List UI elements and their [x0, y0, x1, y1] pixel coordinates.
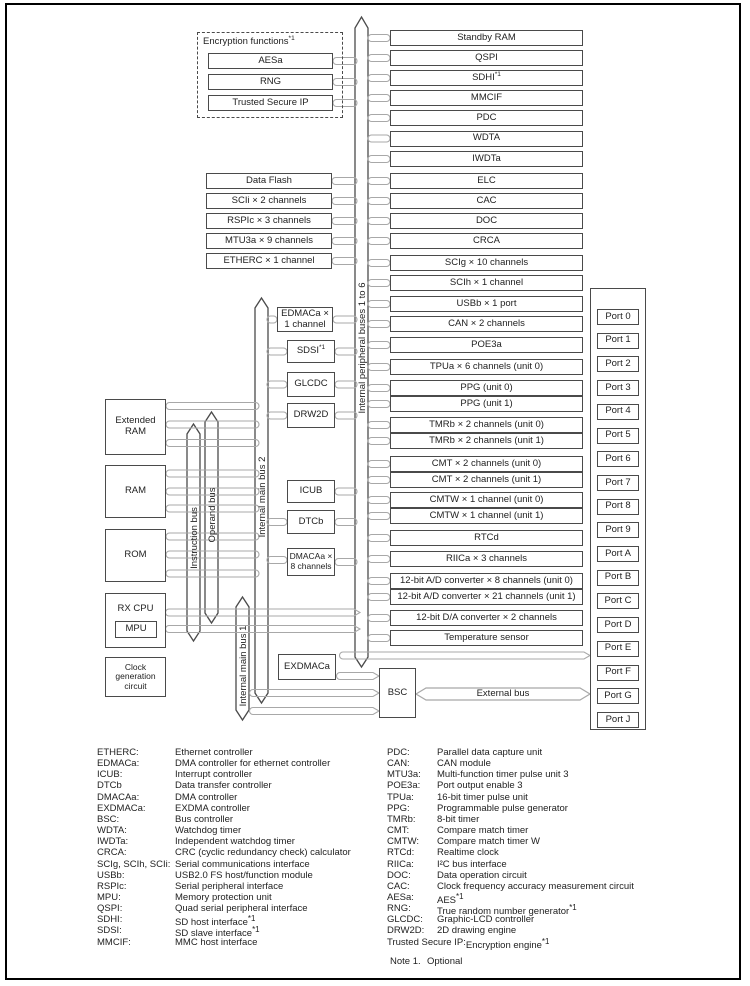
block-poe3a: POE3a [390, 337, 583, 353]
block-clock-generation-circuit-line-0: Clock [124, 661, 147, 672]
block-can-2-channels: CAN × 2 channels [390, 316, 583, 332]
port-c: Port C [597, 593, 639, 609]
bus-connector [368, 238, 390, 245]
legend-row-sdhi: SDHI: SD host interface$^{*1}$ [97, 914, 256, 929]
bus-connector [368, 438, 390, 445]
legend-row-icub: ICUB: Interrupt controller [97, 769, 253, 781]
port-g: Port G [597, 688, 639, 704]
bus-connector [368, 75, 390, 82]
legend-row-wdta: WDTA: Watchdog timer [97, 825, 242, 837]
block-tmrb-2-channels-unit-0: TMRb × 2 channels (unit 0) [390, 417, 583, 433]
bus-shape [205, 412, 218, 623]
bus-connector [368, 55, 390, 62]
block-clock-generation-circuit-line-1: generation [115, 671, 156, 682]
block-rom-line-0: ROM [124, 549, 147, 561]
block-mmcif: MMCIF [390, 90, 583, 106]
block-rspic-3-channels: RSPIc × 3 channels [206, 213, 332, 229]
legend-row-poe3a: POE3a: Port output enable 3 [387, 780, 523, 792]
bus-connector [267, 412, 287, 419]
block-qspi: QSPI [390, 50, 583, 66]
legend-row-dtcb: DTCb Data transfer controller [97, 780, 272, 792]
bus-connector [368, 497, 390, 504]
block-bsc: BSC [379, 668, 416, 718]
legend-row-cmtw: CMTW: Compare match timer W [387, 836, 540, 848]
legend-row-pdc: PDC: Parallel data capture unit [387, 747, 543, 758]
block-ppg-unit-0: PPG (unit 0) [390, 380, 583, 396]
bus-connector [368, 178, 390, 185]
legend-row-rspic: RSPIc: Serial peripheral interface [97, 880, 284, 892]
bus-connector [368, 342, 390, 349]
bus-connector [368, 477, 390, 484]
encryption-functions-label: Encryption functions$^{*1}$ [203, 34, 295, 47]
port-2: Port 2 [597, 356, 639, 372]
bus-connector [335, 519, 357, 526]
block-12-bit-d-a-converter-2-channels: 12-bit D/A converter × 2 channels [390, 610, 583, 626]
legend-row-drw2d: DRW2D: 2D drawing engine [387, 925, 517, 937]
block-cmt-2-channels-unit-0: CMT × 2 channels (unit 0) [390, 456, 583, 472]
block-edmaca-line-0: EDMACa × [281, 307, 329, 319]
block-rx-cpu: RX CPU [105, 593, 166, 648]
bus-connector [332, 178, 357, 185]
instruction-bus-label: Instruction bus [188, 507, 199, 569]
legend-row-tmrb: TMRb: 8-bit timer [387, 813, 480, 825]
legend-row-mmcif: MMCIF: MMC host interface [97, 936, 258, 948]
bus-connector [368, 321, 390, 328]
block-rtcd: RTCd [390, 530, 583, 546]
bus-connector [368, 301, 390, 308]
block-extended-ram [105, 399, 166, 455]
block-trusted-secure-ip: Trusted Secure IP [208, 95, 333, 111]
legend-row-usbb: USBb: USB2.0 FS host/function module [97, 869, 313, 881]
port-9: Port 9 [597, 522, 639, 538]
legend-row-mpu: MPU: Memory protection unit [97, 891, 272, 903]
legend-row-dmacaa: DMACAa: DMA controller [97, 791, 238, 803]
legend-row-sdsi: SDSI: SD slave interface$^{*1}$ [97, 925, 260, 940]
bus-connector [368, 35, 390, 42]
bus-connector [166, 403, 259, 410]
legend-row-riica: RIICa: I²C bus interface [387, 858, 507, 870]
block-aesa: AESa [208, 53, 333, 69]
block-cmtw-1-channel-unit-0: CMTW × 1 channel (unit 0) [390, 492, 583, 508]
legend-row-qspi: QSPI: Quad serial peripheral interface [97, 903, 308, 915]
legend-row-rtcd: RTCd: Realtime clock [387, 847, 499, 859]
legend-row-doc: DOC: Data operation circuit [387, 869, 527, 881]
block-crca: CRCA [390, 233, 583, 249]
bus-connector [368, 513, 390, 520]
bus-connector [368, 635, 390, 642]
block-data-flash: Data Flash [206, 173, 332, 189]
bus-connector [368, 115, 390, 122]
port-7: Port 7 [597, 475, 639, 491]
bus-arrow-connector [337, 673, 380, 680]
bus-shape [355, 17, 368, 667]
bus-connector [368, 364, 390, 371]
legend-row-mtu3a: MTU3a: Multi-function timer pulse unit 3 [387, 769, 569, 781]
block-12-bit-a-d-converter-8-channels-unit-0: 12-bit A/D converter × 8 channels (unit 0) [390, 573, 583, 589]
block-scii-2-channels: SCIi × 2 channels [206, 193, 332, 209]
bus-connector [368, 198, 390, 205]
bus-connector [368, 135, 390, 142]
bus-connector [368, 95, 390, 102]
port-8: Port 8 [597, 499, 639, 515]
bus-connector [335, 559, 357, 566]
block-dmacaa-line-0: DMACAa × [289, 551, 333, 562]
bus-connector [368, 401, 390, 408]
bus-connector [368, 422, 390, 429]
legend-row-ppg: PPG: Programmable pulse generator [387, 802, 568, 814]
port-1: Port 1 [597, 333, 639, 349]
block-elc: ELC [390, 173, 583, 189]
block-mtu3a-9-channels: MTU3a × 9 channels [206, 233, 332, 249]
block-drw2d: DRW2D [287, 403, 335, 428]
bus-connector [368, 461, 390, 468]
block-edmaca [277, 307, 333, 332]
block-scih-1-channel: SCIh × 1 channel [390, 275, 583, 291]
port-4: Port 4 [597, 404, 639, 420]
block-standby-ram: Standby RAM [390, 30, 583, 46]
bus-connector [368, 218, 390, 225]
legend-row-scig-scih-scii: SCIg, SCIh, SCIi: Serial communications interface [97, 858, 310, 870]
bus-connector [333, 316, 357, 323]
block-rng: RNG [208, 74, 333, 90]
block-clock-generation-circuit [105, 657, 166, 697]
bus-connector [332, 258, 357, 265]
block-extended-ram-line-1: RAM [124, 426, 147, 437]
block-ram [105, 465, 166, 518]
external-bus-label: External bus [476, 688, 530, 699]
bus-connector [332, 238, 357, 245]
port-b: Port B [597, 570, 639, 586]
block-extended-ram-line-0: Extended [115, 415, 156, 427]
block-dmacaa-line-1: 8 channels [290, 561, 332, 571]
block-edmaca-line-1: 1 channel [284, 318, 326, 330]
internal-peripheral-buses-label: Internal peripheral buses 1 to 6 [356, 282, 367, 414]
bus-arrow-connector [250, 690, 379, 697]
block-tpua-6-channels-unit-0: TPUa × 6 channels (unit 0) [390, 359, 583, 375]
block-exdmaca: EXDMACa [278, 654, 336, 680]
legend-row-crca: CRCA: CRC (cyclic redundancy check) calculator [97, 847, 351, 859]
block-tmrb-2-channels-unit-1: TMRb × 2 channels (unit 1) [390, 433, 583, 449]
legend-row-etherc: ETHERC: Ethernet controller [97, 747, 253, 758]
legend-row-aesa: AESa: AES$^{*1}$ [387, 891, 464, 907]
bus-arrow-connector [340, 652, 590, 659]
block-doc: DOC [390, 213, 583, 229]
block-pdc: PDC [390, 110, 583, 126]
port-5: Port 5 [597, 428, 639, 444]
internal-main-bus-1-label: Internal main bus 1 [237, 625, 248, 707]
block-clock-generation-circuit-line-2: circuit [124, 680, 147, 691]
block-usbb-1-port: USBb × 1 port [390, 296, 583, 312]
port-0: Port 0 [597, 309, 639, 325]
legend-row-iwdta: IWDTa: Independent watchdog timer [97, 836, 295, 848]
legend-row-tpua: TPUa: 16-bit timer pulse unit [387, 791, 528, 803]
legend-row-exdmaca: EXDMACa: EXDMA controller [97, 802, 250, 814]
bus-connector [267, 348, 287, 355]
legend-row-edmaca: EDMACa: DMA controller for ethernet controller [97, 758, 331, 770]
bus-shape [255, 298, 268, 703]
legend-row-bsc: BSC: Bus controller [97, 813, 234, 825]
block-sdhi: SDHI$^{*1}$ [390, 70, 583, 86]
port-f: Port F [597, 665, 639, 681]
block-cac: CAC [390, 193, 583, 209]
block-ram-line-0: RAM [124, 485, 147, 497]
bus-connector [368, 385, 390, 392]
port-6: Port 6 [597, 451, 639, 467]
bus-connector [335, 348, 357, 355]
block-scig-10-channels: SCIg × 10 channels [390, 255, 583, 271]
block-dmacaa [287, 548, 335, 576]
legend-row-cmt: CMT: Compare match timer [387, 825, 529, 837]
bus-connector [368, 260, 390, 267]
block-mpu: MPU [115, 621, 157, 638]
port-d: Port D [597, 617, 639, 633]
bus-arrow-connector [250, 708, 379, 715]
block-iwdta: IWDTa [390, 151, 583, 167]
block-rom [105, 529, 166, 582]
bus-connector [368, 156, 390, 163]
bus-connector [267, 381, 287, 388]
legend-row-glcdc: GLCDC: Graphic-LCD controller [387, 914, 535, 926]
block-cmtw-1-channel-unit-1: CMTW × 1 channel (unit 1) [390, 508, 583, 524]
port-a: Port A [597, 546, 639, 562]
bus-connector [368, 280, 390, 287]
legend-row-cac: CAC: Clock frequency accuracy measurement circuit [387, 880, 634, 892]
block-icub: ICUB [287, 480, 335, 503]
block-12-bit-a-d-converter-21-channels-unit-1: 12-bit A/D converter × 21 channels (unit 1) [390, 589, 583, 605]
block-temperature-sensor: Temperature sensor [390, 630, 583, 646]
block-wdta: WDTA [390, 131, 583, 147]
legend-row-can: CAN: CAN module [387, 758, 491, 770]
block-ppg-unit-1: PPG (unit 1) [390, 396, 583, 412]
note-optional: Note 1. Optional [390, 956, 463, 967]
bus-connector [332, 198, 357, 205]
port-e: Port E [597, 641, 639, 657]
bus-connector [267, 519, 287, 526]
bus-connector [368, 615, 390, 622]
block-dtcb: DTCb [287, 510, 335, 534]
block-etherc-1-channel: ETHERC × 1 channel [206, 253, 332, 269]
bus-connector [368, 535, 390, 542]
port-3: Port 3 [597, 380, 639, 396]
bus-connector [335, 488, 357, 495]
block-glcdc: GLCDC [287, 372, 335, 397]
operand-bus-label: Operand bus [206, 487, 217, 543]
internal-main-bus-2-label: Internal main bus 2 [256, 456, 267, 538]
bus-connector [335, 381, 357, 388]
bus-connector [368, 594, 390, 601]
bus-connector [368, 556, 390, 563]
port-j: Port J [597, 712, 639, 728]
bus-connector [335, 412, 357, 419]
bus-connector [267, 557, 287, 564]
bus-connector [368, 578, 390, 585]
block-riica-3-channels: RIICa × 3 channels [390, 551, 583, 567]
legend-row-rng: RNG: True random number generator$^{*1}$ [387, 903, 577, 918]
bus-connector [332, 218, 357, 225]
block-cmt-2-channels-unit-1: CMT × 2 channels (unit 1) [390, 472, 583, 488]
block-sdsi: SDSI$^{*1}$ [287, 340, 335, 363]
legend-row-trusted-secure-ip: Trusted Secure IP:Encryption engine$^{*1}$ [387, 936, 550, 951]
